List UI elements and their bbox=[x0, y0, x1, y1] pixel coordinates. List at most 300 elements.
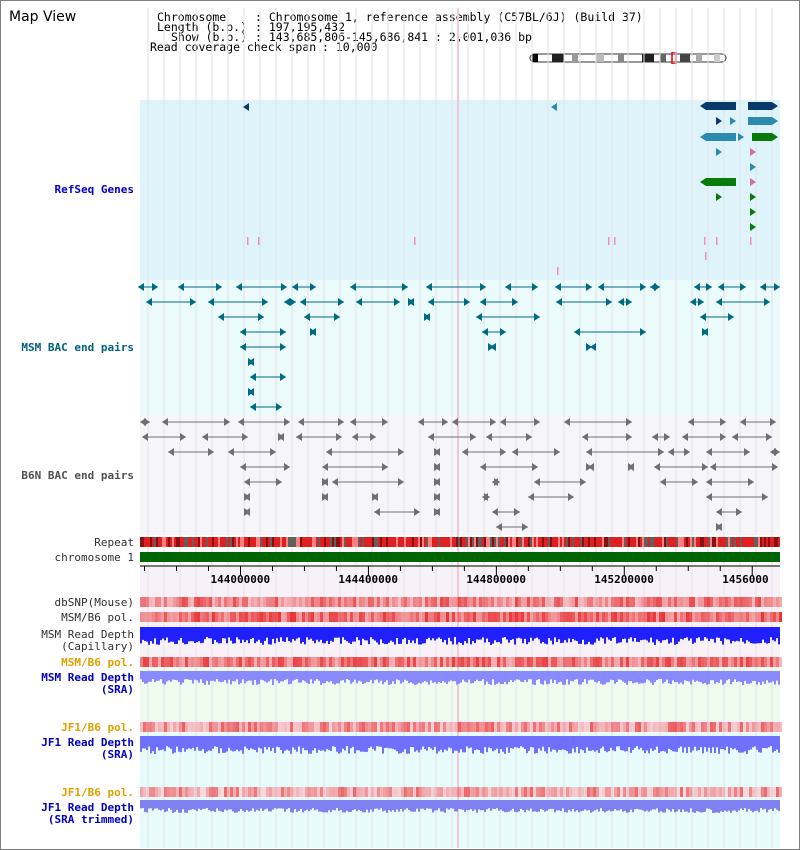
jf1-b6-pol-cell bbox=[170, 787, 173, 797]
msm-depth-capillary-bar bbox=[514, 627, 516, 645]
msm-b6-pol-cell bbox=[683, 612, 686, 622]
repeat-block bbox=[228, 537, 230, 547]
msm-depth-capillary-bar bbox=[292, 627, 294, 639]
jf1-depth-trim-bar bbox=[192, 800, 194, 809]
dbsnp-cell bbox=[356, 597, 359, 607]
jf1-b6-pol-cell bbox=[239, 722, 242, 732]
msm-depth-sra-bar bbox=[774, 671, 776, 684]
msm-depth-capillary-bar bbox=[152, 627, 154, 644]
track-label-jf1-b6-pol-2[interactable]: JF1/B6 pol. bbox=[61, 786, 134, 799]
jf1-depth-sra-bar bbox=[144, 736, 146, 749]
track-label-dbsnp[interactable]: dbSNP(Mouse) bbox=[54, 596, 134, 609]
dbsnp-cell bbox=[776, 597, 779, 607]
jf1-depth-sra-bar bbox=[590, 736, 592, 751]
dbsnp-cell bbox=[599, 597, 602, 607]
jf1-depth-sra-bar bbox=[314, 736, 316, 748]
msm-depth-capillary-bar bbox=[756, 627, 758, 643]
msm-depth-capillary-bar bbox=[534, 627, 536, 638]
msm-b6-pol-cell bbox=[404, 657, 407, 667]
repeat-block bbox=[336, 537, 338, 547]
jf1-b6-pol-cell bbox=[725, 722, 728, 732]
msm-depth-sra-bar bbox=[666, 671, 668, 680]
msm-depth-sra-bar bbox=[768, 671, 770, 683]
repeat-block bbox=[376, 537, 378, 547]
msm-depth-capillary-bar bbox=[252, 627, 254, 638]
msm-depth-capillary-bar bbox=[638, 627, 640, 642]
jf1-depth-sra-bar bbox=[196, 736, 198, 747]
msm-depth-capillary-bar bbox=[250, 627, 252, 639]
repeat-block bbox=[542, 537, 544, 547]
msm-b6-pol-cell bbox=[410, 657, 413, 667]
jf1-depth-trim-bar bbox=[728, 800, 730, 811]
msm-b6-pol-cell bbox=[200, 657, 203, 667]
track-label-b6n-bac[interactable]: B6N BAC end pairs bbox=[21, 469, 134, 482]
jf1-depth-trim-bar bbox=[602, 800, 604, 811]
msm-b6-pol-cell bbox=[560, 657, 563, 667]
jf1-b6-pol-cell bbox=[329, 787, 332, 797]
jf1-depth-trim-bar bbox=[444, 800, 446, 813]
msm-depth-sra-bar bbox=[518, 671, 520, 680]
msm-depth-sra-bar bbox=[236, 671, 238, 679]
msm-depth-capillary-bar bbox=[456, 627, 458, 644]
jf1-b6-pol-cell bbox=[473, 787, 476, 797]
b6n-bac-pair-end bbox=[276, 478, 282, 486]
repeat-block bbox=[672, 537, 674, 547]
msm-b6-pol-cell bbox=[140, 657, 143, 667]
msm-b6-pol-cell bbox=[698, 657, 701, 667]
msm-b6-pol-cell bbox=[218, 612, 221, 622]
jf1-depth-sra-bar bbox=[528, 736, 530, 751]
msm-depth-sra-bar bbox=[730, 671, 732, 684]
msm-depth-capillary-bar bbox=[606, 627, 608, 637]
jf1-depth-trim-bar bbox=[526, 800, 528, 810]
msm-b6-pol-cell bbox=[503, 657, 506, 667]
msm-bac-pair-end bbox=[262, 298, 268, 306]
jf1-depth-sra-bar bbox=[180, 736, 182, 752]
jf1-b6-pol-cell bbox=[350, 722, 353, 732]
jf1-depth-sra-bar bbox=[532, 736, 534, 747]
jf1-depth-sra-bar bbox=[398, 736, 400, 754]
repeat-block bbox=[212, 537, 214, 547]
msm-depth-sra-bar bbox=[432, 671, 434, 683]
jf1-b6-pol-cell bbox=[188, 787, 191, 797]
jf1-depth-sra-bar bbox=[292, 736, 294, 747]
msm-depth-sra-bar bbox=[282, 671, 284, 681]
msm-depth-capillary-bar bbox=[258, 627, 260, 640]
jf1-b6-pol-cell bbox=[695, 787, 698, 797]
msm-b6-pol-cell bbox=[311, 657, 314, 667]
jf1-b6-pol-cell bbox=[386, 722, 389, 732]
track-label-jf1-depth-trim[interactable]: JF1 Read Depth bbox=[41, 801, 134, 814]
repeat-block bbox=[690, 537, 692, 547]
msm-bac-pair-end bbox=[216, 283, 222, 291]
track-label-chromosome[interactable]: chromosome 1 bbox=[54, 551, 134, 564]
jf1-b6-pol-cell bbox=[668, 722, 671, 732]
repeat-block bbox=[618, 537, 620, 547]
jf1-depth-sra-bar bbox=[346, 736, 348, 746]
msm-b6-pol-cell bbox=[539, 612, 542, 622]
jf1-b6-pol-cell bbox=[335, 787, 338, 797]
msm-bac-pair-end bbox=[598, 283, 604, 291]
msm-depth-capillary-bar bbox=[324, 627, 326, 643]
msm-bac-pair-end bbox=[512, 298, 518, 306]
jf1-b6-pol-cell bbox=[167, 722, 170, 732]
msm-depth-capillary-bar bbox=[552, 627, 554, 644]
msm-b6-pol-cell bbox=[437, 612, 440, 622]
gene-arrow bbox=[750, 163, 756, 171]
gene-marker bbox=[705, 252, 707, 260]
jf1-depth-trim-bar bbox=[702, 800, 704, 812]
msm-b6-pol-cell bbox=[302, 657, 305, 667]
repeat-block bbox=[644, 537, 646, 547]
dbsnp-cell bbox=[338, 597, 341, 607]
msm-b6-pol-cell bbox=[200, 612, 203, 622]
jf1-depth-sra-bar bbox=[466, 736, 468, 746]
dbsnp-cell bbox=[539, 597, 542, 607]
msm-depth-capillary-bar bbox=[644, 627, 646, 640]
jf1-depth-sra-bar bbox=[170, 736, 172, 749]
msm-b6-pol-cell bbox=[611, 657, 614, 667]
msm-b6-pol-cell bbox=[677, 657, 680, 667]
dbsnp-cell bbox=[770, 597, 773, 607]
dbsnp-cell bbox=[185, 597, 188, 607]
dbsnp-cell bbox=[167, 597, 170, 607]
b6n-bac-pair-end bbox=[626, 433, 632, 441]
b6n-bac-pair-end bbox=[238, 418, 244, 426]
jf1-depth-sra-bar bbox=[426, 736, 428, 751]
jf1-b6-pol-cell bbox=[224, 787, 227, 797]
msm-depth-capillary-bar bbox=[288, 627, 290, 641]
msm-b6-pol-cell bbox=[731, 612, 734, 622]
msm-b6-pol-cell bbox=[332, 657, 335, 667]
dbsnp-cell bbox=[632, 597, 635, 607]
repeat-block bbox=[530, 537, 532, 547]
track-label-jf1-b6-pol-1[interactable]: JF1/B6 pol. bbox=[61, 721, 134, 734]
jf1-depth-sra-bar bbox=[370, 736, 372, 747]
msm-b6-pol-cell bbox=[749, 657, 752, 667]
dbsnp-cell bbox=[698, 597, 701, 607]
jf1-depth-trim-bar bbox=[618, 800, 620, 810]
b6n-bac-pair-end bbox=[338, 418, 344, 426]
jf1-depth-sra-bar bbox=[376, 736, 378, 746]
jf1-depth-sra-bar bbox=[620, 736, 622, 750]
dbsnp-cell bbox=[755, 597, 758, 607]
jf1-b6-pol-cell bbox=[179, 722, 182, 732]
jf1-b6-pol-cell bbox=[404, 787, 407, 797]
jf1-depth-trim-bar bbox=[298, 800, 300, 811]
repeat-block bbox=[664, 537, 666, 547]
jf1-depth-trim-bar bbox=[640, 800, 642, 810]
msm-b6-pol-cell bbox=[638, 657, 641, 667]
msm-b6-pol-cell bbox=[335, 612, 338, 622]
jf1-depth-sra-bar bbox=[562, 736, 564, 749]
msm-depth-sra-bar bbox=[150, 671, 152, 682]
repeat-block bbox=[180, 537, 182, 547]
jf1-b6-pol-cell bbox=[257, 787, 260, 797]
jf1-depth-trim-bar bbox=[310, 800, 312, 810]
msm-b6-pol-cell bbox=[551, 612, 554, 622]
jf1-b6-pol-cell bbox=[203, 722, 206, 732]
msm-depth-capillary-bar bbox=[678, 627, 680, 642]
msm-bac-pair-end bbox=[236, 283, 242, 291]
jf1-depth-sra-bar bbox=[162, 736, 164, 749]
jf1-b6-pol-cell bbox=[266, 722, 269, 732]
dbsnp-cell bbox=[701, 597, 704, 607]
msm-depth-capillary-bar bbox=[504, 627, 506, 637]
track-label-msm-depth-sra[interactable]: MSM Read Depth bbox=[41, 671, 134, 684]
track-label-repeat[interactable]: Repeat bbox=[94, 536, 134, 549]
jf1-depth-sra-bar bbox=[550, 736, 552, 752]
msm-depth-sra-bar bbox=[618, 671, 620, 679]
dbsnp-cell bbox=[677, 597, 680, 607]
msm-b6-pol-cell bbox=[767, 612, 770, 622]
jf1-depth-trim-bar bbox=[528, 800, 530, 811]
repeat-block bbox=[728, 537, 730, 547]
jf1-depth-sra-bar bbox=[372, 736, 374, 749]
msm-depth-capillary-bar bbox=[584, 627, 586, 645]
dbsnp-cell bbox=[200, 597, 203, 607]
msm-depth-sra-bar bbox=[224, 671, 226, 680]
msm-depth-sra-bar bbox=[584, 671, 586, 679]
jf1-depth-sra-bar bbox=[386, 736, 388, 748]
dbsnp-cell bbox=[551, 597, 554, 607]
jf1-b6-pol-cell bbox=[554, 722, 557, 732]
repeat-block bbox=[450, 537, 452, 547]
jf1-depth-sra-bar bbox=[774, 736, 776, 751]
jf1-depth-trim-bar bbox=[240, 800, 242, 809]
msm-b6-pol-cell bbox=[302, 612, 305, 622]
jf1-depth-trim-bar bbox=[708, 800, 710, 809]
chromosome-value: : Chromosome 1, reference assembly (C57BL/6J) (Build 37) bbox=[255, 10, 643, 24]
jf1-b6-pol-cell bbox=[452, 787, 455, 797]
gene-arrow bbox=[700, 133, 706, 141]
msm-bac-pair-end bbox=[280, 343, 286, 351]
jf1-b6-pol-cell bbox=[536, 722, 539, 732]
msm-depth-sra-bar bbox=[510, 671, 512, 680]
b6n-bac-pair-end bbox=[748, 478, 754, 486]
repeat-block bbox=[650, 537, 652, 547]
jf1-depth-sra-bar bbox=[478, 736, 480, 750]
repeat-block bbox=[468, 537, 470, 547]
jf1-depth-trim-bar bbox=[558, 800, 560, 810]
b6n-bac-pair-end bbox=[658, 448, 664, 456]
msm-b6-pol-cell bbox=[500, 657, 503, 667]
jf1-b6-pol-cell bbox=[428, 722, 431, 732]
msm-depth-sra-bar bbox=[452, 671, 454, 681]
track-label-refseq[interactable]: RefSeq Genes bbox=[54, 183, 134, 196]
msm-b6-pol-cell bbox=[224, 657, 227, 667]
msm-bac-pair-end bbox=[574, 328, 580, 336]
dbsnp-cell bbox=[695, 597, 698, 607]
jf1-depth-sra-bar bbox=[762, 736, 764, 748]
jf1-depth-sra-bar bbox=[412, 736, 414, 747]
msm-b6-pol-cell bbox=[320, 657, 323, 667]
msm-b6-pol-cell bbox=[716, 612, 719, 622]
msm-depth-capillary-bar bbox=[264, 627, 266, 641]
jf1-depth-sra-bar bbox=[606, 736, 608, 752]
dbsnp-cell bbox=[221, 597, 224, 607]
jf1-depth-trim-bar bbox=[518, 800, 520, 811]
repeat-block bbox=[656, 537, 658, 547]
repeat-block bbox=[592, 537, 594, 547]
track-label-jf1-depth-sra[interactable]: JF1 Read Depth bbox=[41, 736, 134, 749]
b6n-bac-pair-end bbox=[664, 433, 670, 441]
dbsnp-cell bbox=[278, 597, 281, 607]
msm-depth-capillary-bar bbox=[494, 627, 496, 640]
msm-depth-sra-bar bbox=[744, 671, 746, 681]
msm-b6-pol-cell bbox=[248, 657, 251, 667]
jf1-depth-trim-bar bbox=[166, 800, 168, 811]
jf1-depth-trim-bar bbox=[676, 800, 678, 812]
jf1-depth-sra-bar bbox=[570, 736, 572, 753]
jf1-depth-trim-bar bbox=[364, 800, 366, 812]
msm-depth-sra-bar bbox=[174, 671, 176, 680]
repeat-block bbox=[518, 537, 520, 547]
msm-depth-sra-bar bbox=[734, 671, 736, 679]
jf1-depth-sra-bar bbox=[420, 736, 422, 750]
jf1-b6-pol-cell bbox=[356, 722, 359, 732]
jf1-depth-trim-bar bbox=[760, 800, 762, 808]
jf1-b6-pol-cell bbox=[617, 722, 620, 732]
msm-b6-pol-cell bbox=[458, 612, 461, 622]
msm-b6-pol-cell bbox=[230, 612, 233, 622]
jf1-depth-trim-bar bbox=[698, 800, 700, 812]
msm-depth-sra-bar bbox=[520, 671, 522, 682]
repeat-block bbox=[170, 537, 172, 547]
msm-depth-capillary-bar bbox=[278, 627, 280, 642]
jf1-b6-pol-cell bbox=[218, 722, 221, 732]
repeat-block bbox=[660, 537, 662, 547]
jf1-depth-sra-bar bbox=[212, 736, 214, 749]
msm-depth-sra-bar bbox=[640, 671, 642, 683]
repeat-block bbox=[460, 537, 462, 547]
jf1-depth-trim-bar bbox=[504, 800, 506, 812]
jf1-depth-trim-bar bbox=[252, 800, 254, 808]
jf1-depth-trim-bar bbox=[714, 800, 716, 813]
msm-depth-capillary-bar bbox=[322, 627, 324, 643]
dbsnp-cell bbox=[566, 597, 569, 607]
msm-depth-sra-bar bbox=[212, 671, 214, 681]
msm-depth-sra-bar bbox=[356, 671, 358, 683]
repeat-block bbox=[312, 537, 314, 547]
repeat-block bbox=[422, 537, 424, 547]
gene-arrow bbox=[750, 178, 756, 186]
msm-bac-pair-end bbox=[480, 298, 486, 306]
repeat-block bbox=[320, 537, 322, 547]
jf1-depth-trim-bar bbox=[170, 800, 172, 810]
msm-b6-pol-cell bbox=[731, 657, 734, 667]
gene-body bbox=[706, 102, 736, 110]
jf1-b6-pol-cell bbox=[359, 787, 362, 797]
jf1-depth-trim-bar bbox=[334, 800, 336, 810]
jf1-depth-trim-bar bbox=[408, 800, 410, 810]
msm-depth-sra-bar bbox=[546, 671, 548, 684]
jf1-depth-sra-bar bbox=[522, 736, 524, 747]
jf1-depth-trim-bar bbox=[208, 800, 210, 810]
msm-depth-capillary-bar bbox=[642, 627, 644, 640]
msm-b6-pol-cell bbox=[476, 657, 479, 667]
jf1-depth-trim-bar bbox=[572, 800, 574, 809]
msm-b6-pol-cell bbox=[395, 612, 398, 622]
track-label-msm-b6-pol-1[interactable]: MSM/B6 pol. bbox=[61, 611, 134, 624]
repeat-block bbox=[432, 537, 434, 547]
msm-depth-capillary-bar bbox=[728, 627, 730, 640]
msm-depth-capillary-bar bbox=[166, 627, 168, 638]
dbsnp-cell bbox=[656, 597, 659, 607]
msm-depth-capillary-bar bbox=[384, 627, 386, 644]
msm-b6-pol-cell bbox=[431, 657, 434, 667]
track-label-msm-depth-cap[interactable]: MSM Read Depth bbox=[41, 628, 134, 641]
axis-tick-label: 144400000 bbox=[338, 573, 399, 586]
msm-b6-pol-cell bbox=[725, 657, 728, 667]
msm-depth-capillary-bar bbox=[220, 627, 222, 643]
jf1-depth-sra-bar bbox=[276, 736, 278, 747]
jf1-depth-sra-bar bbox=[456, 736, 458, 751]
repeat-block bbox=[698, 537, 700, 547]
repeat-block bbox=[648, 537, 650, 547]
dbsnp-cell bbox=[644, 597, 647, 607]
jf1-b6-pol-cell bbox=[209, 722, 212, 732]
msm-depth-capillary-bar bbox=[454, 627, 456, 637]
jf1-b6-pol-cell bbox=[275, 787, 278, 797]
repeat-block bbox=[674, 537, 676, 547]
msm-b6-pol-cell bbox=[239, 612, 242, 622]
msm-b6-pol-cell bbox=[158, 612, 161, 622]
msm-b6-pol-cell bbox=[740, 657, 743, 667]
b6n-bac-pair-end bbox=[762, 493, 768, 501]
jf1-depth-trim-bar bbox=[220, 800, 222, 811]
msm-depth-sra-bar bbox=[234, 671, 236, 681]
msm-depth-sra-bar bbox=[214, 671, 216, 682]
jf1-depth-trim-bar bbox=[266, 800, 268, 809]
track-label-msm-b6-pol-2[interactable]: MSM/B6 pol. bbox=[61, 656, 134, 669]
jf1-depth-trim-bar bbox=[710, 800, 712, 810]
jf1-b6-pol-cell bbox=[677, 722, 680, 732]
msm-b6-pol-cell bbox=[452, 657, 455, 667]
msm-depth-sra-bar bbox=[764, 671, 766, 684]
msm-depth-sra-bar bbox=[232, 671, 234, 681]
repeat-block bbox=[778, 537, 780, 547]
msm-depth-capillary-bar bbox=[490, 627, 492, 645]
repeat-block bbox=[602, 537, 604, 547]
jf1-depth-trim-bar bbox=[748, 800, 750, 809]
b6n-bac-pair-end bbox=[442, 418, 448, 426]
jf1-depth-sra-bar bbox=[506, 736, 508, 747]
msm-b6-pol-cell bbox=[152, 657, 155, 667]
msm-depth-capillary-bar bbox=[564, 627, 566, 640]
jf1-depth-sra-bar bbox=[268, 736, 270, 747]
msm-depth-sra-bar bbox=[712, 671, 714, 680]
msm-b6-pol-cell bbox=[494, 657, 497, 667]
track-label-msm-bac[interactable]: MSM BAC end pairs bbox=[21, 341, 134, 354]
jf1-depth-sra-bar bbox=[646, 736, 648, 750]
msm-b6-pol-cell bbox=[308, 612, 311, 622]
msm-depth-sra-bar bbox=[444, 671, 446, 682]
jf1-b6-pol-cell bbox=[398, 787, 401, 797]
jf1-depth-sra-bar bbox=[600, 736, 602, 748]
msm-b6-pol-cell bbox=[527, 612, 530, 622]
dbsnp-cell bbox=[272, 597, 275, 607]
msm-depth-sra-bar bbox=[668, 671, 670, 683]
msm-b6-pol-cell bbox=[434, 657, 437, 667]
msm-b6-pol-cell bbox=[221, 612, 224, 622]
jf1-b6-pol-cell bbox=[554, 787, 557, 797]
jf1-depth-sra-bar bbox=[514, 736, 516, 747]
jf1-depth-sra-bar bbox=[174, 736, 176, 753]
repeat-block bbox=[192, 537, 194, 547]
msm-b6-pol-cell bbox=[539, 657, 542, 667]
msm-b6-pol-cell bbox=[530, 657, 533, 667]
